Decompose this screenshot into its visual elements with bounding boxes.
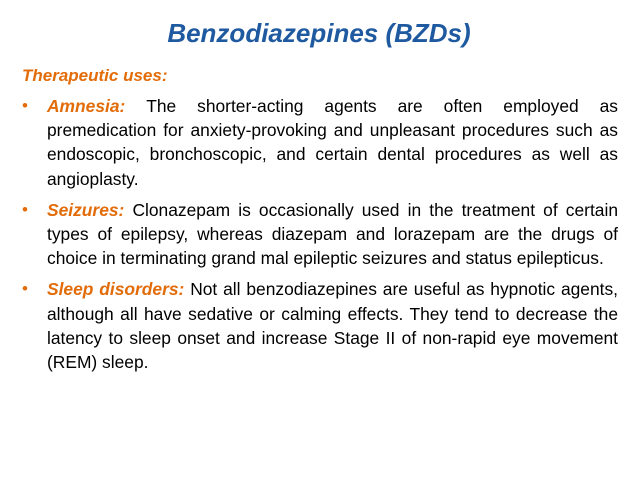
bullet-icon: • (22, 279, 28, 299)
bullet-item-sleep-disorders (22, 277, 618, 374)
bullet-text: Clonazepam is occasionally used in the treatment of certain types of epilepsy, whereas diazepam and lorazepam are the drugs of choice in terminating grand mal epileptic seizures and status epilepticus. (47, 199, 618, 269)
bullet-list (22, 94, 618, 381)
bullet-term: Amnesia: (47, 96, 147, 116)
bullet-item-seizures (22, 198, 618, 271)
slide-subtitle: Therapeutic uses: (22, 66, 168, 85)
slide-title: Benzodiazepines (BZDs) (167, 18, 471, 48)
bullet-text: The shorter-acting agents are often employed as premedication for anxiety-provoking and unpleasant procedures such as endoscopic, bronchoscopic, and certain dental procedures as well as angioplasty. (47, 96, 618, 189)
bullet-term: Sleep disorders: (47, 279, 191, 300)
bullet-item-amnesia (22, 94, 618, 191)
bullet-term: Seizures: (47, 199, 133, 220)
bullet-icon: • (22, 96, 28, 115)
bullet-icon: • (22, 199, 28, 219)
bullet-text: Not all benzodiazepines are useful as hypnotic agents, although all have sedative or calming effects. They tend to decrease the latency to sleep onset and increase Stage II of non-rapid eye movement (REM) sleep. (47, 279, 618, 373)
